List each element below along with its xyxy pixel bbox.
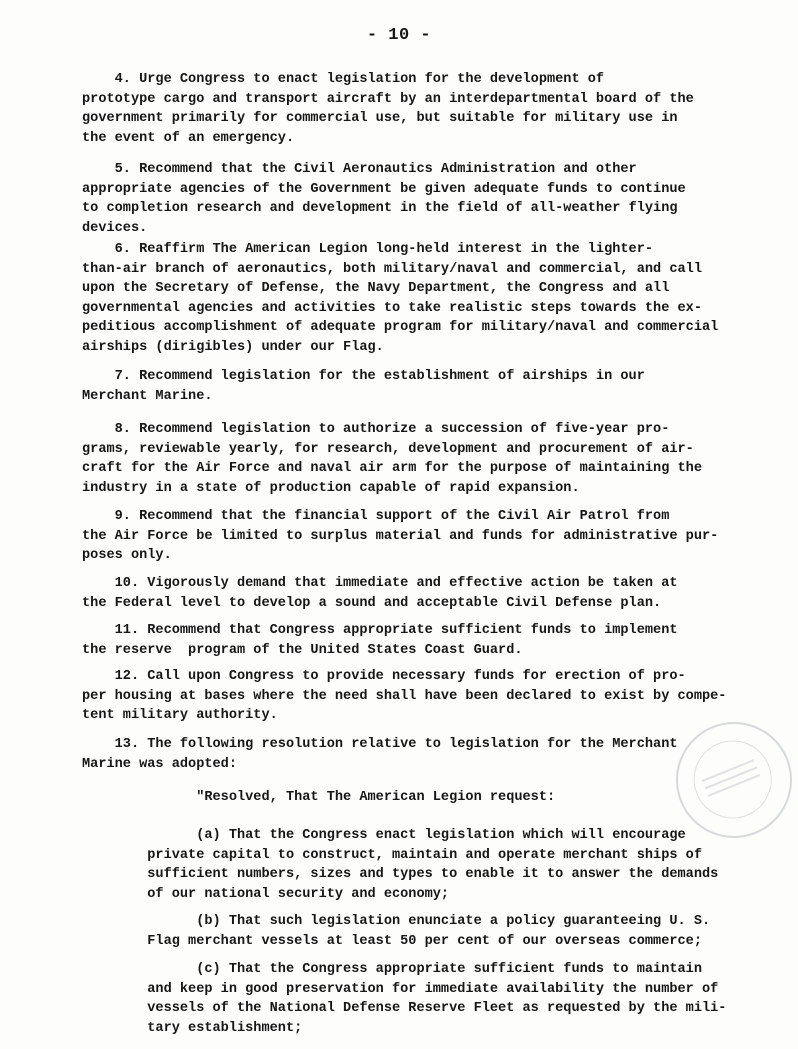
paragraph-11: 11. Recommend that Congress appropriate sufficient funds to implement the reserve program of the United States Coast Guard. (82, 623, 678, 658)
paragraph-12: 12. Call upon Congress to provide necessary funds for erection of pro- per housing at bases where the need shall have been declared to exist by compe- tent military authority. (82, 669, 727, 723)
paragraph-9: 9. Recommend that the financial support of the Civil Air Patrol from the Air Force be limited to surplus material and funds for administrative pur- poses only. (82, 509, 719, 563)
page-number: - 10 - (366, 26, 432, 45)
resolution-item-a: (a) That the Congress enact legislation which will encourage private capital to construct, maintain and operate merchant ships of sufficient numbers, sizes and types to enable it to answer the demands of our national security and economy; (147, 828, 719, 902)
resolution-item-b: (b) That such legislation enunciate a policy guaranteeing U. S. Flag merchant vessels at least 50 per cent of our overseas commerce; (147, 914, 711, 949)
paragraph-4: 4. Urge Congress to enact legislation for the development of prototype cargo and transport aircraft by an interdepartmental board of the government primarily for commercial use, but suitable for military use in the event of an emergency. (82, 72, 694, 146)
archive-seal-inner-ring (682, 729, 784, 831)
paragraph-7: 7. Recommend legislation for the establishment of airships in our Merchant Marine. (82, 369, 645, 404)
resolution-item-c: (c) That the Congress appropriate sufficient funds to maintain and keep in good preservation for immediate availability the number of vessels of the National Defense Reserve Fleet as requested by the mili- tary establishment; (147, 962, 727, 1036)
paragraph-8: 8. Recommend legislation to authorize a succession of five-year pro- grams, reviewable yearly, for research, development and procurement of air- craft for the Air Force and naval air arm for the purpose of maintaining the industry in a state of production capable of rapid expansion. (82, 422, 702, 496)
paragraph-6: 6. Reaffirm The American Legion long-held interest in the lighter- than-air branch of aeronautics, both military/naval and commercial, and call upon the Secretary of Defense, the Navy Department, the Congress and all governmental agencies and activities to take realistic steps towards the ex- peditious accomplishment of adequate program for military/naval and commercial airships (dirigibles) under our Flag. (82, 242, 719, 355)
paragraph-5: 5. Recommend that the Civil Aeronautics Administration and other appropriate agencies of the Government be given adequate funds to continue to completion research and development in the field of all-weather flying devices. (82, 162, 686, 236)
paragraph-10: 10. Vigorously demand that immediate and effective action be taken at the Federal level to develop a sound and acceptable Civil Defense plan. (82, 576, 678, 611)
paragraph-13: 13. The following resolution relative to legislation for the Merchant Marine was adopted: (82, 737, 678, 772)
resolved-line: "Resolved, That The American Legion request: (82, 790, 556, 805)
